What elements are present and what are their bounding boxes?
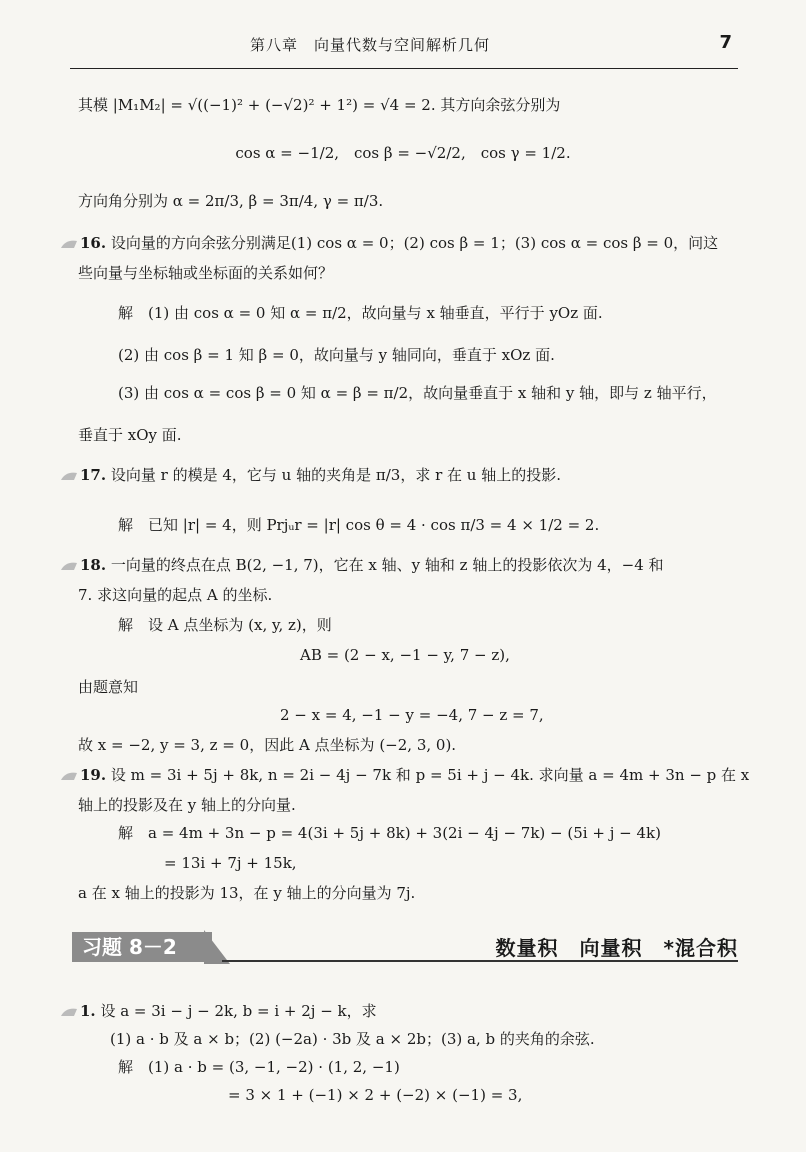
solution-line: 解 a = 4m + 3n − p = 4(3i + 5j + 8k) + 3(2i − 4j − 7k) − (5i + j − 4k)	[118, 824, 661, 842]
problem-16	[80, 232, 718, 254]
solution-line: 解 (1) a · b = (3, −1, −2) · (1, 2, −1)	[118, 1058, 400, 1076]
page-header	[70, 30, 738, 69]
section-title: 数量积 向量积 *混合积	[495, 936, 738, 960]
problem-text: 设 a = 3i − j − 2k, b = i + 2j − k，求	[100, 1002, 377, 1020]
solution-line: (2) 由 cos β = 1 知 β = 0，故向量与 y 轴同向，垂直于 xOz 面.	[118, 346, 555, 364]
solution-line: = 13i + 7j + 15k,	[164, 854, 297, 872]
problem-marker-icon	[60, 238, 78, 250]
section-banner	[72, 928, 738, 966]
problem-text: 设向量的方向余弦分别满足(1) cos α = 0；(2) cos β = 1；(3) cos α = cos β = 0，问这	[110, 234, 719, 252]
problem-marker-icon	[60, 470, 78, 482]
text-line: 7. 求这向量的起点 A 的坐标.	[78, 586, 273, 604]
problem-text: 设向量 r 的模是 4，它与 u 轴的夹角是 π/3，求 r 在 u 轴上的投影.	[110, 466, 562, 484]
problem-marker-icon	[60, 560, 78, 572]
banner-slant-shape	[204, 930, 230, 964]
problem-text: 设 m = 3i + 5j + 8k, n = 2i − 4j − 7k 和 p = 5i + j − 4k. 求向量 a = 4m + 3n − p 在 x	[110, 766, 750, 784]
problem-number: 18.	[80, 556, 107, 574]
solution-line: 垂直于 xOy 面.	[78, 426, 182, 444]
solution-line: (3) 由 cos α = cos β = 0 知 α = β = π/2，故向量垂直于 x 轴和 y 轴，即与 z 轴平行，	[118, 384, 717, 402]
section-tag: 习题 8－2	[72, 932, 212, 962]
problem-number: 19.	[80, 766, 107, 784]
problem-18	[80, 554, 664, 576]
page-number: 7	[719, 32, 732, 53]
text-line: 轴上的投影及在 y 轴上的分向量.	[78, 796, 296, 814]
solution-line: 解 设 A 点坐标为 (x, y, z)，则	[118, 616, 332, 634]
solution-line: = 3 × 1 + (−1) × 2 + (−2) × (−1) = 3,	[228, 1086, 523, 1104]
solution-line: a 在 x 轴上的投影为 13，在 y 轴上的分向量为 7j.	[78, 884, 416, 902]
problem-19	[80, 764, 749, 786]
problem-17	[80, 464, 561, 486]
problem-marker-icon	[60, 770, 78, 782]
chapter-title: 第八章 向量代数与空间解析几何	[249, 36, 490, 54]
text-line: 其模 |M₁M₂| = √((−1)² + (−√2)² + 1²) = √4 = 2. 其方向余弦分别为	[78, 96, 561, 114]
problem-number: 1.	[80, 1002, 96, 1020]
problem-number: 16.	[80, 234, 107, 252]
problem-number: 17.	[80, 466, 107, 484]
formula-line: cos α = −1/2, cos β = −√2/2, cos γ = 1/2.	[235, 144, 571, 162]
text-line: 些向量与坐标轴或坐标面的关系如何？	[78, 264, 334, 282]
text-line: 方向角分别为 α = 2π/3, β = 3π/4, γ = π/3.	[78, 192, 384, 210]
solution-line: 解 (1) 由 cos α = 0 知 α = π/2，故向量与 x 轴垂直，平行于 yOz 面.	[118, 304, 603, 322]
text-line: 故 x = −2, y = 3, z = 0，因此 A 点坐标为 (−2, 3, 0).	[78, 736, 457, 754]
text-line: 由题意知	[78, 678, 139, 696]
text-line: (1) a · b 及 a × b；(2) (−2a) · 3b 及 a × 2b；(3) a, b 的夹角的余弦.	[110, 1030, 595, 1048]
problem-text: 一向量的终点在点 B(2, −1, 7)，它在 x 轴、y 轴和 z 轴上的投影依次为 4，−4 和	[110, 556, 664, 574]
solution-line: 解 已知 |r| = 4，则 Prjᵤr = |r| cos θ = 4 · cos π/3 = 4 × 1/2 = 2.	[118, 516, 600, 534]
formula-line: 2 − x = 4, −1 − y = −4, 7 − z = 7,	[280, 706, 544, 724]
exercise-1	[80, 1000, 377, 1022]
problem-marker-icon	[60, 1006, 78, 1018]
formula-line: AB = (2 − x, −1 − y, 7 − z),	[300, 646, 510, 664]
